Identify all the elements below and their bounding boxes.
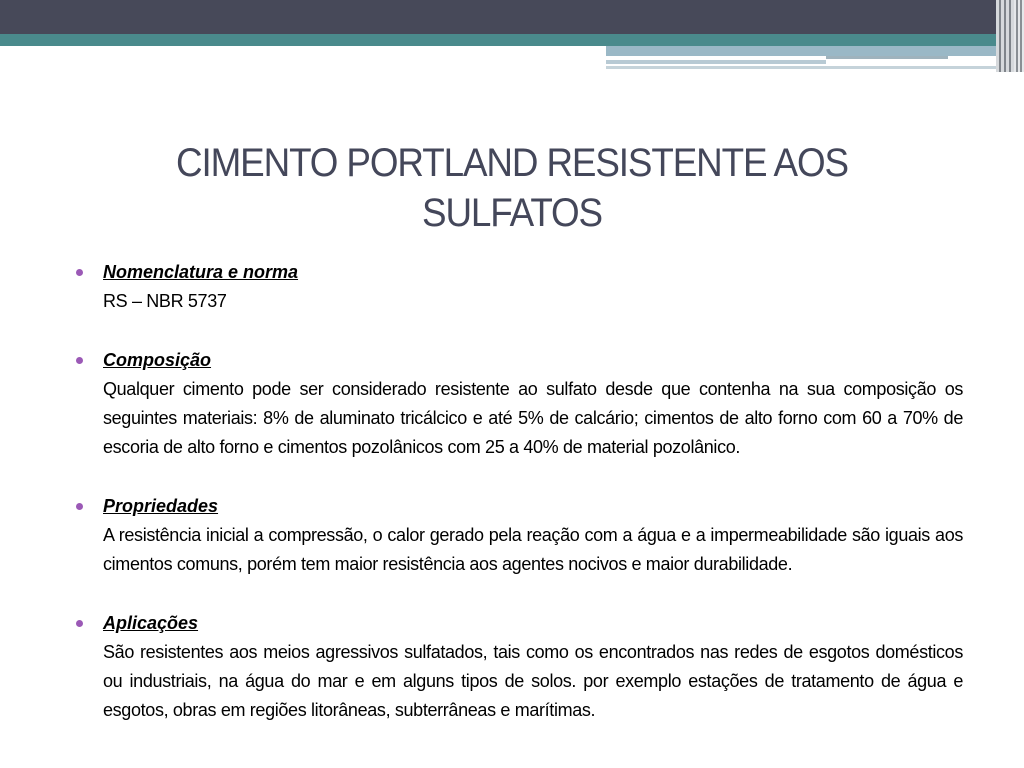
section-heading-text: Propriedades	[103, 496, 219, 516]
section-nomenclatura	[76, 258, 963, 316]
bullet-icon	[76, 357, 83, 364]
section-heading-text: Aplicações	[103, 613, 199, 633]
section-aplicacoes	[76, 609, 963, 725]
header-accent-line	[606, 66, 1000, 69]
header-accent-line	[606, 60, 826, 64]
section-heading	[76, 492, 963, 521]
section-propriedades	[76, 492, 963, 579]
header-dark-band	[0, 0, 1024, 34]
slide-content	[76, 258, 963, 755]
section-body: RS – NBR 5737	[103, 291, 227, 311]
section-heading-text: Nomenclatura e norma	[103, 262, 299, 282]
header-teal-band	[0, 34, 1000, 46]
bullet-icon	[76, 503, 83, 510]
header-stripes	[1014, 0, 1024, 72]
section-heading-text: Composição	[103, 350, 212, 370]
section-body: A resistência inicial a compressão, o calor gerado pela reação com a água e a impermeabilidade são iguais aos cimentos comuns, porém tem maior resistência aos agentes nocivos e maior durabilidade.	[103, 525, 963, 574]
bullet-icon	[76, 269, 83, 276]
slide-title: CIMENTO PORTLAND RESISTENTE AOS SULFATOS	[176, 141, 848, 235]
section-heading	[76, 258, 963, 287]
header-accent-line	[826, 56, 948, 59]
section-body: São resistentes aos meios agressivos sulfatados, tais como os encontrados nas redes de esgotos domésticos ou industriais, na água do mar e em alguns tipos de solos. por exemplo estações de tratamento de água e esgotos, obras em regiões litorâneas, subterrâneas e marítimas.	[103, 642, 963, 720]
section-composicao	[76, 346, 963, 462]
bullet-icon	[76, 620, 83, 627]
section-body: Qualquer cimento pode ser considerado resistente ao sulfato desde que contenha na sua composição os seguintes materiais: 8% de aluminato tricálcico e até 5% de calcário; cimentos de alto forno com 60 a 70% de escoria de alto forno e cimentos pozolânicos com 25 a 40% de material pozolânico.	[103, 379, 963, 457]
section-heading	[76, 609, 963, 638]
header-light-band	[606, 46, 1000, 56]
section-heading	[76, 346, 963, 375]
